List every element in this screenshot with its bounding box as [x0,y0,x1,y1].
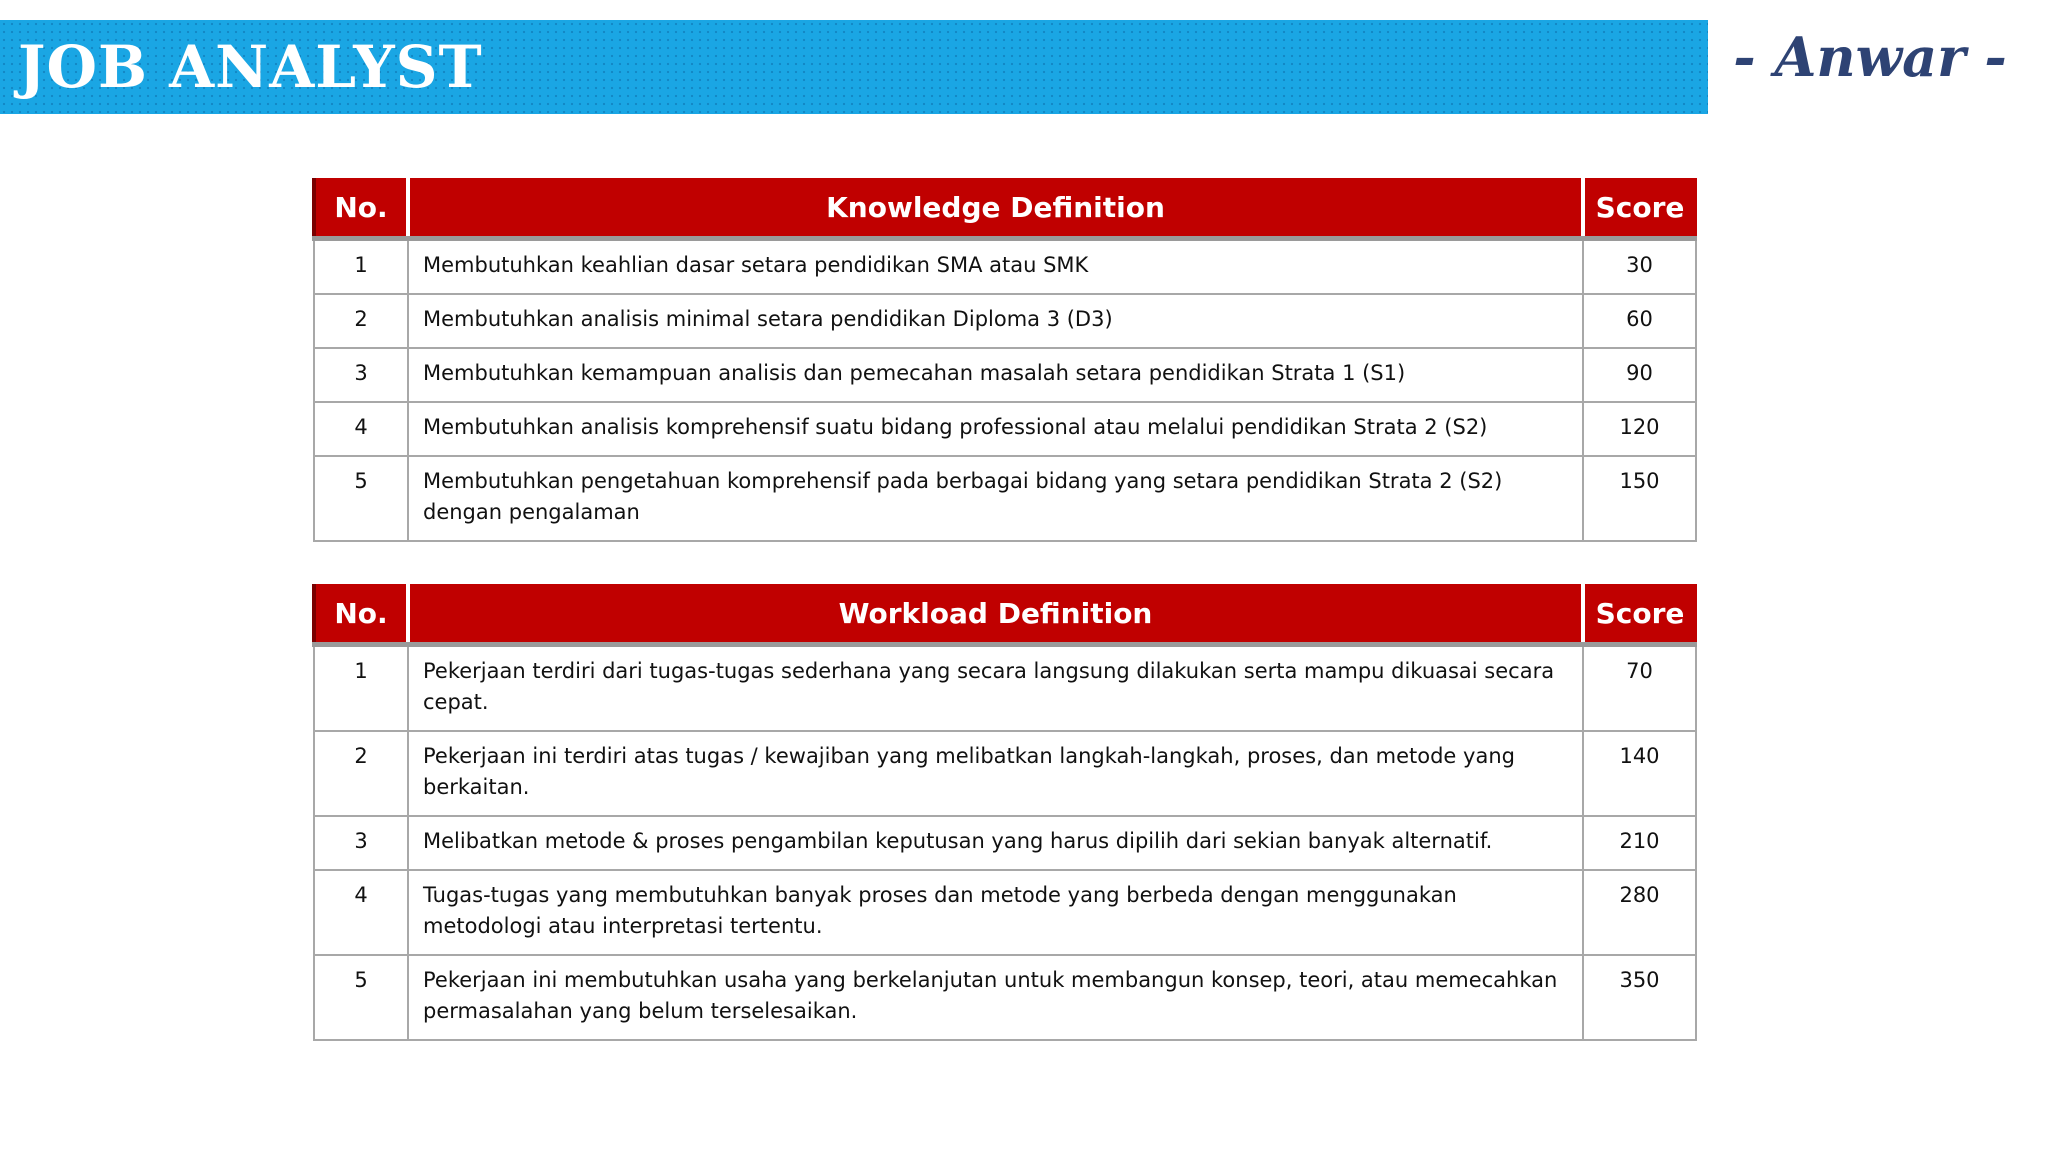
table-row [314,955,1696,1040]
row-definition: Membutuhkan kemampuan analisis dan pemecahan masalah setara pendidikan Strata 1 (S1) [408,348,1583,402]
table-row [314,402,1696,456]
row-definition: Tugas-tugas yang membutuhkan banyak proses dan metode yang berbeda dengan menggunakan metodologi atau interpretasi tertentu. [408,870,1583,955]
row-number: 4 [314,870,408,955]
column-header-no: No. [314,178,408,239]
row-score: 350 [1583,955,1696,1040]
row-number: 2 [314,294,408,348]
row-definition: Membutuhkan keahlian dasar setara pendidikan SMA atau SMK [408,239,1583,295]
row-number: 2 [314,731,408,816]
row-score: 150 [1583,456,1696,541]
table-row [314,294,1696,348]
table-row [314,870,1696,955]
row-definition: Melibatkan metode & proses pengambilan keputusan yang harus dipilih dari sekian banyak alternatif. [408,816,1583,870]
column-header-definition: Knowledge Definition [408,178,1583,239]
row-score: 30 [1583,239,1696,295]
column-header-definition: Workload Definition [408,584,1583,645]
workload-table [312,584,1697,1041]
signature-logo [1720,18,2020,98]
row-score: 280 [1583,870,1696,955]
table-row [314,645,1696,732]
table-header-row [314,584,1696,645]
row-number: 1 [314,239,408,295]
title-banner [0,20,1708,114]
column-header-no: No. [314,584,408,645]
row-score: 90 [1583,348,1696,402]
row-score: 70 [1583,645,1696,732]
row-number: 5 [314,955,408,1040]
table-row [314,456,1696,541]
row-definition: Membutuhkan analisis komprehensif suatu bidang professional atau melalui pendidikan Strata 2 (S2) [408,402,1583,456]
row-score: 120 [1583,402,1696,456]
table-row [314,816,1696,870]
page-title: JOB ANALYST [18,33,483,101]
table-header-row [314,178,1696,239]
table-row [314,731,1696,816]
row-number: 3 [314,816,408,870]
row-number: 3 [314,348,408,402]
row-definition: Membutuhkan pengetahuan komprehensif pada berbagai bidang yang setara pendidikan Strata 2 (S2) dengan pengalaman [408,456,1583,541]
row-score: 210 [1583,816,1696,870]
row-number: 4 [314,402,408,456]
row-definition: Pekerjaan terdiri dari tugas-tugas sederhana yang secara langsung dilakukan serta mampu dikuasai secara cepat. [408,645,1583,732]
table-row [314,348,1696,402]
row-score: 140 [1583,731,1696,816]
row-number: 5 [314,456,408,541]
table-row [314,239,1696,295]
knowledge-table [312,178,1697,542]
row-definition: Membutuhkan analisis minimal setara pendidikan Diploma 3 (D3) [408,294,1583,348]
row-number: 1 [314,645,408,732]
column-header-score: Score [1583,178,1696,239]
row-definition: Pekerjaan ini terdiri atas tugas / kewajiban yang melibatkan langkah-langkah, proses, dan metode yang berkaitan. [408,731,1583,816]
column-header-score: Score [1583,584,1696,645]
row-score: 60 [1583,294,1696,348]
row-definition: Pekerjaan ini membutuhkan usaha yang berkelanjutan untuk membangun konsep, teori, atau memecahkan permasalahan yang belum terselesaikan. [408,955,1583,1040]
svg-text:- Anwar -: - Anwar - [1733,25,2007,89]
